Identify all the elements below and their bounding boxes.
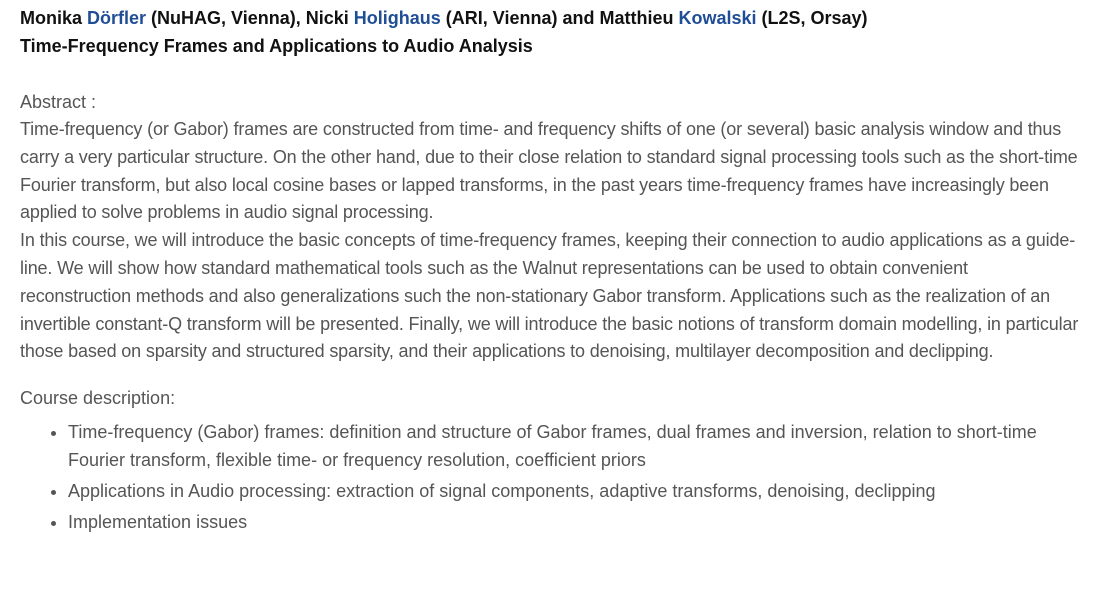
author-surname: Dörfler — [87, 8, 147, 28]
author-line — [20, 4, 1080, 32]
abstract-paragraph: In this course, we will introduce the basic concepts of time-frequency frames, keeping their connection to audio applications as a guide-line. We will show how standard mathematical tools such as the Walnut representations can be used to obtain convenient reconstruction methods and also generalizations such the non-stationary Gabor transform. Applications such as the realization of an invertible constant-Q transform will be presented. Finally, we will introduce the basic notions of transform domain modelling, in particular those based on sparsity and structured sparsity, and their applications to denoising, multilayer decomposition and declipping. — [20, 230, 1079, 362]
list-item: • Applications in Audio processing: extraction of signal components, adaptive transforms, denoising, declipping — [68, 477, 1080, 505]
author-given-name: Matthieu — [599, 8, 679, 28]
author-given-name: Nicki — [305, 8, 354, 28]
list-item: • Time-frequency (Gabor) frames: definition and structure of Gabor frames, dual frames and inversion, relation to short-time Fourier transform, flexible time- or frequency resolution, coefficient priors — [68, 418, 1080, 474]
course-description-list — [20, 418, 1080, 536]
author-surname: Kowalski — [678, 8, 757, 28]
author-affiliation: (ARI, Vienna) and — [440, 8, 600, 28]
course-description-label: Course description: — [20, 388, 176, 409]
author-given-name: Monika — [20, 8, 88, 28]
abstract-label: Abstract : — [20, 92, 97, 112]
author-surname: Holighaus — [353, 8, 441, 28]
author-affiliation: (L2S, Orsay) — [756, 8, 868, 28]
course-title: Time-Frequency Frames and Applications to Audio Analysis — [20, 36, 533, 56]
abstract-paragraph: Time-frequency (or Gabor) frames are constructed from time- and frequency shifts of one (or several) basic analysis window and thus carry a very particular structure. On the other hand, due to their close relation to standard signal processing tools such as the short-time Fourier transform, but also local cosine bases or lapped transforms, in the past years time-frequency frames have increasingly been applied to solve problems in audio signal processing. — [20, 119, 1078, 223]
author-affiliation: (NuHAG, Vienna), — [146, 8, 306, 28]
list-item: • Implementation issues — [68, 508, 1080, 536]
